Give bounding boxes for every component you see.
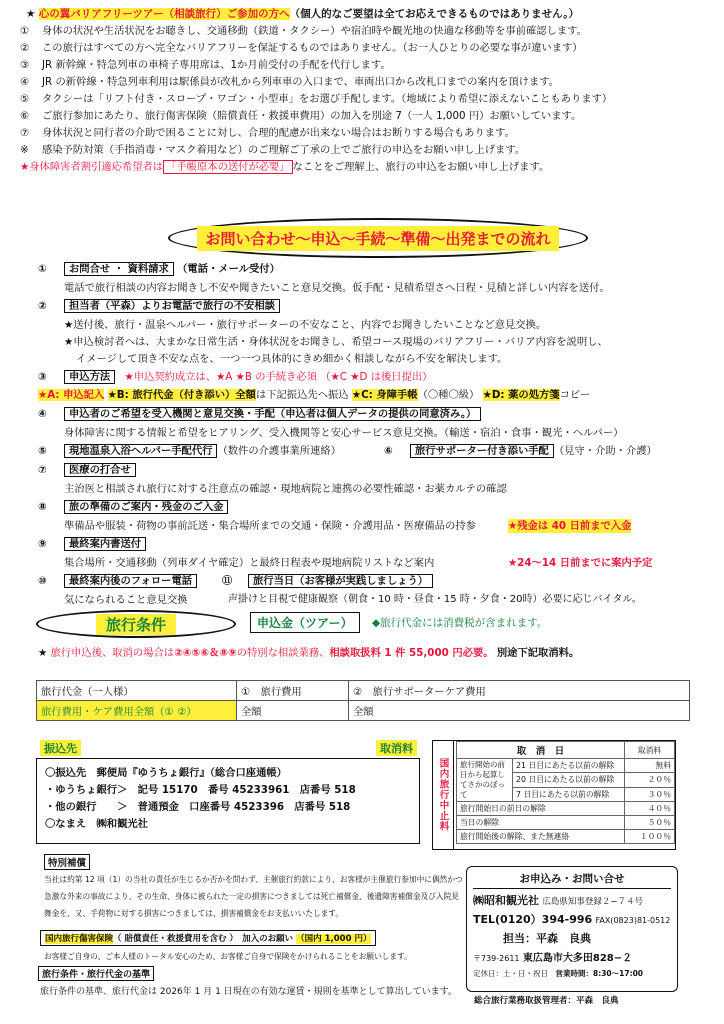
special-text: 当社は約第 12 項（1）の当社の責任が生じるか否かを問わず、主催旅行約款により、お客様が主催旅行参加中に偶然かつ [44,875,463,884]
step-5-title: 現地温泉入浴ヘルパー手配代行 [64,444,217,458]
table-row: 20 日目にあたる以前の解除 ２０％ [457,773,675,787]
table-row: 旅行費用・ケア費用全額（① ②） 全額 全額 [37,701,690,721]
notice-item: ⑤ タクシーは「リフト付き・スロープ・ワゴン・小型車」をお選び手配します。（地域により希望に添えないこともあります） [20,93,613,105]
step-1-title: お問合せ ・ 資料請求 [64,262,174,276]
special-text: 急激な外来の事故により、その生命、身体に被られた一定の損害につきましては死亡補償金、後遺障害補償金及び入院見 [44,892,459,901]
conditions-base-text: 旅行条件の基準、旅行代金は 2026年 1 月 1 日現在の有効な運賃・規則を基準として算出しています。 [40,987,457,997]
step-2-title: 担当者（平森）よりお電話で旅行の不安相談 [64,299,280,313]
conditions-base-title: 旅行条件・旅行代金の基準 [38,966,154,981]
step-3-d: ★D: 薬の処方箋 [482,389,560,401]
notice-item: ② この旅行はすべての方へ完全なバリアフリーを保証するものではありません。（お一人ひとりの必要な事が違います） [20,42,583,54]
table-row: 7 日目にあたる以前の解除 ３０％ [457,787,675,801]
table-row: 当日の解除 ５０％ [457,816,675,830]
contact-head: お申込み・お問い合せ [473,871,671,889]
notice-item: ※ 感染予防対策（手指消毒・マスク着用など）のご理解ご了承の上でご旅行の申込をお願い申し上げます。 [20,144,526,156]
step-4-title: 申込者のご希望を受入機関と意見交換・手配（申込者は個人データの提供の同意済み。） [64,407,481,421]
travel-conditions-oval [36,610,236,638]
flow-title: お問い合わせ～申込～手続～準備～出発までの流れ [197,226,558,251]
step-3-title: 申込方法 [64,370,115,384]
company-name: ㈱昭和観光社 [473,894,539,907]
step-7-title: 医療の打合せ [64,463,136,477]
notice-item: ③ JR 新幹線・特急列車の車椅子専用席は、1か月前受付の手配を代行します。 [20,59,391,71]
contact-box: お申込み・お問い合せ ㈱昭和観光社 広島県知事登録２−７４号 TEL(0120）394-996 FAX(0823)81-0512 担当：平森 良典 〒739-2611 東広島市大多田828−２ 定休日：土・日・祝日 営業時間：8:30～17:00 [466,866,678,992]
tax-note: ◆旅行代金には消費税が含まれます。 [372,617,548,629]
cost-table [36,680,690,721]
deposit-box: 申込金（ツアー） [250,612,360,633]
insurance-box: 国内旅行傷害保険（ 賠償責任・救援費用を含む ） 加入のお願い （国内 1,000 円） [40,930,376,946]
step-8-note: ★残金は 40 日前まで入金 [508,520,632,532]
notice-item: ④ JR の新幹線・特急列車利用は駅係員が改札から列車車の入口まで、車両出口から改札口までの案内を頂けます。 [20,76,559,88]
step-10-title: 最終案内後のフォロー電話 [64,574,197,588]
star-icon: ★ [26,8,36,20]
table-row: 旅行開始日の前日の解除 ４０％ [457,802,675,816]
table-row: 旅行開始後の解除、また無連絡 １００％ [457,830,675,844]
special-title: 特別補償 [44,854,90,870]
insurance-note: お客様ご自身の、ご本人様のトータル安心のため、お客様ご自身で保険をかけられることをお願いします。 [44,952,412,961]
travel-conditions-title: 旅行条件 [96,614,176,635]
cancel-side-title: 国内旅行中止料 [432,740,454,850]
notice-item: ① 身体の状況や生活状況をお聴きし、交通移動（鉄道・タクシー）や宿泊時や観光地の快適な移動等を事前確認します。 [20,25,587,37]
cancel-notice: ★ 旅行申込後、取消の場合は②④⑤⑥＆⑧⑨の特別な相談業務、相談取扱料 1 件 55,000 円必要。 別途下記取消料。 [38,647,580,659]
notice-heading-suffix: （個人的なご要望は全てお応えできるものではありません。） [289,8,580,20]
phone-number: TEL(0120）394-996 [473,913,593,926]
notice-heading: 心の翼バリアフリーツアー（相談旅行）ご参加の方へ [38,8,290,20]
step-9-note: ★24～14 日前までに案内予定 [508,557,653,569]
step-1-desc: 電話で旅行相談の内容お聞きし不安や聞きたいこと意見交換。仮手配・見積希望さへ日程・見積と詳しい内容を送付。 [64,282,610,294]
transfer-label: 振込先 [40,740,81,756]
step-3-a: ★A: 申込記入 [38,389,105,401]
table-row: 取 消 日 取消料 [457,742,675,759]
notice-item: ⑥ ご旅行参加にあたり、旅行傷害保険（賠償責任・救援車費用）の加入を別途 7（一人 1,000 円）お願いしています。 [20,110,582,122]
table-row: 旅行開始の前日から起算してさかのぼって 21 日目にあたる以前の解除 無料 [457,759,675,773]
step-6-title: 旅行サポーター付き添い手配 [410,444,554,458]
table-row: 旅行代金（一人様） ① 旅行費用 ② 旅行サポーターケア費用 [37,681,690,701]
step-3-b: ★B: 旅行代金（付き添い）全額 [107,389,256,401]
step-3-c: ★C: 身障手帳 [351,389,418,401]
step-8-title: 旅の準備のご案内・残金のご入金 [64,500,228,514]
step-9-title: 最終案内書送付 [64,537,146,551]
notice-last: ★身体障害者割引適応希望者は 「手帳原本の送付が必要」 なことをご理解上、旅行の申込をお願い申し上げます。 [20,161,550,173]
special-text: 舞金を、又、手荷物に対する損害につきましては、損害補償金をお支払いいたします。 [44,909,344,918]
step-11-title: 旅行当日（お客様が実践しましょう） [248,574,433,588]
notice-item: ⑦ 身体状況と同行者の介助で困ることに対し、合理的配慮が出来ない場合はお断りする場合もあります。 [20,127,515,139]
notice-title [26,6,579,21]
cancel-fee-label: 取消料 [376,740,417,756]
contact-person: 担当：平森 良典 [503,932,591,945]
flow-title-oval [168,218,588,258]
cancel-table [456,741,675,844]
manager-line: 総合旅行業務取扱管理者：平森 良典 [474,996,619,1006]
bank-info-box: 〇振込先 郵便局『ゆうちょ銀行』（総合口座通帳） ・ゆうちょ銀行＞ 記号 15170 番号 45233961 店番号 518 ・他の銀行 ＞ 普通預金 口座番号 4523396 店番号 518 〇なまえ ㈱和観光社 [36,758,420,844]
